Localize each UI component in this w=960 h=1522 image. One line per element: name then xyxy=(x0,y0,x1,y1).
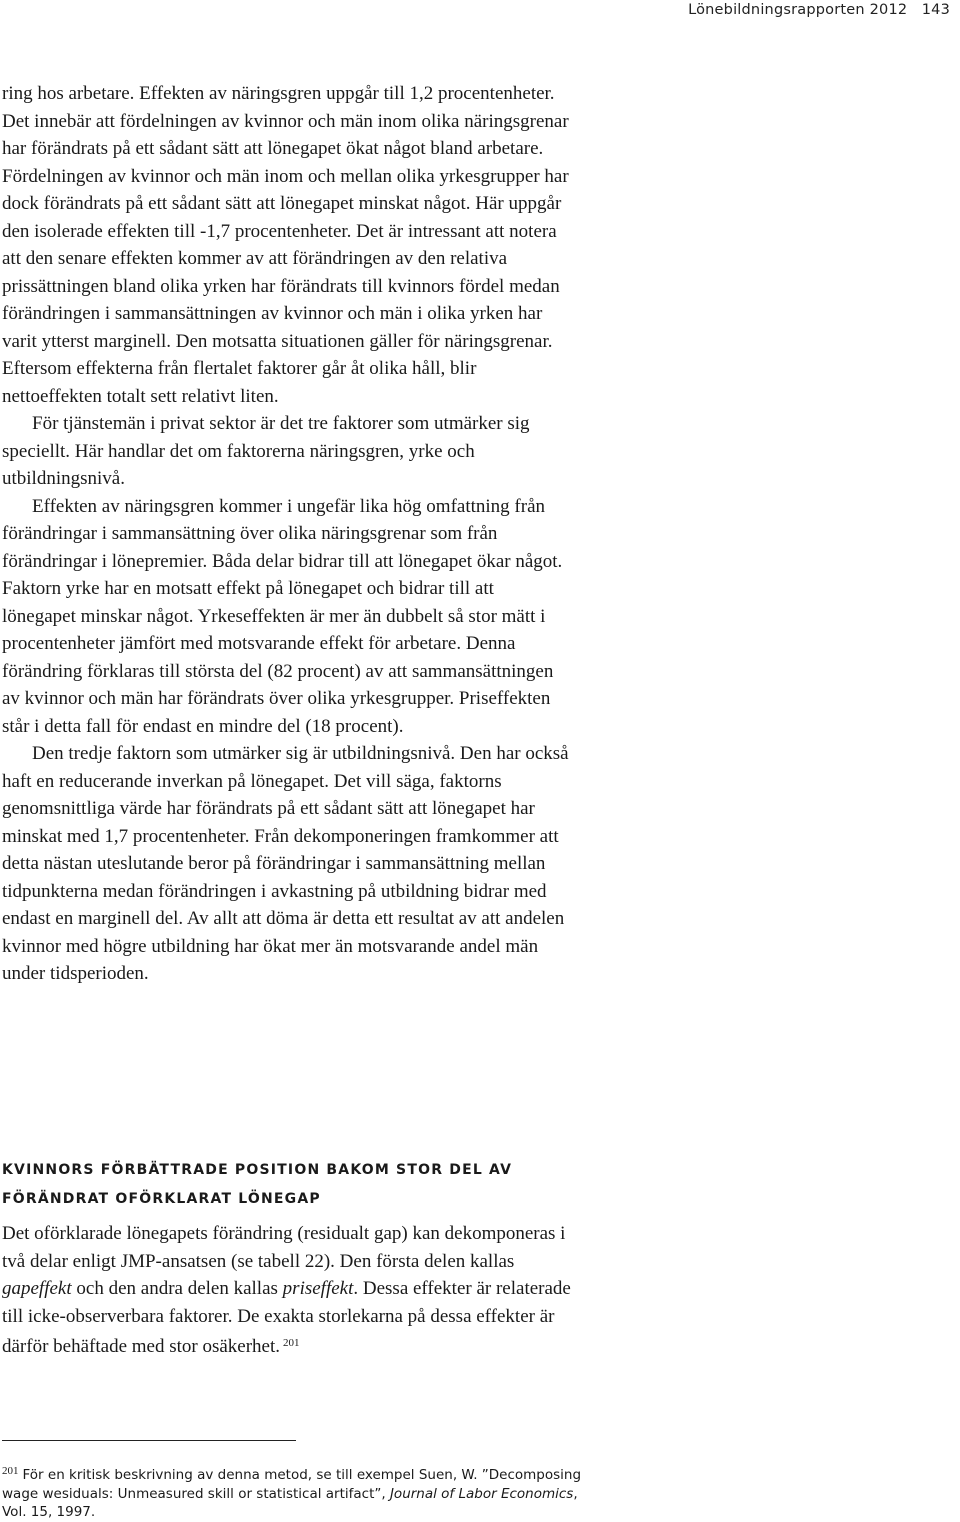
term-priseffekt: priseffekt xyxy=(282,1278,354,1299)
footnote-divider xyxy=(2,1440,296,1441)
section-text-part: . Dessa effekter är relaterade till icke-observerbara faktorer. De exakta storlekarna på dessa effekter är därför behäftade med stor osäkerhet. xyxy=(2,1278,571,1357)
footnote-text: För en kritisk beskrivning av denna metod, se till exempel Suen, W. ”Decomposing wage wesiduals: Unmeasured skill or statistical artifact”, xyxy=(2,1467,582,1502)
paragraph: För tjänstemän i privat sektor är det tre faktorer som utmärker sig speciellt. Här handlar det om faktorerna näringsgren, yrke och utbildningsnivå. xyxy=(2,413,530,489)
section-heading: KVINNORS FÖRBÄTTRADE POSITION BAKOM STOR DEL AV FÖRÄNDRAT OFÖRKLARAT LÖNEGAP xyxy=(2,1162,513,1207)
paragraph: Den tredje faktorn som utmärker sig är utbildningsnivå. Den har också haft en reducerande inverkan på lönegapet. Det vill säga, faktorns genomsnittliga värde har förändrats på ett sådant sätt att lönegapet har minskat med 1,7 procentenheter. Från dekomponeringen framkommer att detta nästan uteslutande beror på förändringar i sammansättning mellan tidpunkterna medan förändringen i avkastning på utbildning bidrar med endast en marginell del. Av allt att döma är detta ett resultat av att andelen kvinnor med högre utbildning har ökat mer än motsvarande andel män under tidsperioden. xyxy=(2,743,569,984)
section-paragraph xyxy=(2,1220,572,1361)
section-text-part: Det oförklarade lönegapets förändring (residualt gap) kan dekomponeras i två delar enligt JMP-ansatsen (se tabell 22). Den första delen kallas xyxy=(2,1223,566,1272)
section-text-part: och den andra delen kallas xyxy=(71,1278,283,1299)
footnote-number: 201 xyxy=(2,1465,19,1477)
footnote-reference[interactable]: 201 xyxy=(283,1337,300,1349)
paragraph: Effekten av näringsgren kommer i ungefär lika hög omfattning från förändringar i sammansättning över olika näringsgrenar som från förändringar i lönepremier. Båda delar bidrar till att lönegapet ökar något. Faktorn yrke har en motsatt effekt på lönegapet och bidrar till att lönegapet minskar något. Yrkeseffekten är mer än dubbelt så stor mätt i procentenheter jämfört med motsvarande effekt för arbetare. Denna förändring förklaras till största del (82 procent) av att sammansättningen av kvinnor och män har förändrats över olika yrkesgrupper. Priseffekten står i detta fall för endast en mindre del (18 procent). xyxy=(2,495,563,737)
body-text xyxy=(2,80,572,988)
section-text xyxy=(2,1220,572,1361)
term-gapeffekt: gapeffekt xyxy=(2,1278,72,1299)
footnote-text: , Vol. 15, 1997. xyxy=(2,1485,578,1520)
footnote-journal: Journal of Labor Economics xyxy=(389,1485,574,1502)
running-header: Lönebildningsrapporten 2012 143 xyxy=(688,2,950,18)
paragraph: ring hos arbetare. Effekten av näringsgren uppgår till 1,2 procentenheter. Det innebär att fördelningen av kvinnor och män inom olika näringsgrenar har förändrats på ett sådant sätt att lönegapet ökat något bland arbetare. Fördelningen av kvinnor och män inom och mellan olika yrkesgrupper har dock förändrats på ett sådant sätt att lönegapet minskat något. Här uppgår den isolerade effekten till -1,7 procentenheter. Det är intressant att notera att den senare effekten kommer av att förändringen av den relativa prissättningen bland olika yrken har förändrats till kvinnors fördel medan förändringen i sammansättningen av kvinnor och män i olika yrken har varit ytterst marginell. Den motsatta situationen gäller för näringsgrenar. Eftersom effekterna från flertalet faktorer går åt olika håll, blir nettoeffekten totalt sett relativt liten. xyxy=(2,83,569,407)
footnote xyxy=(2,1462,602,1522)
